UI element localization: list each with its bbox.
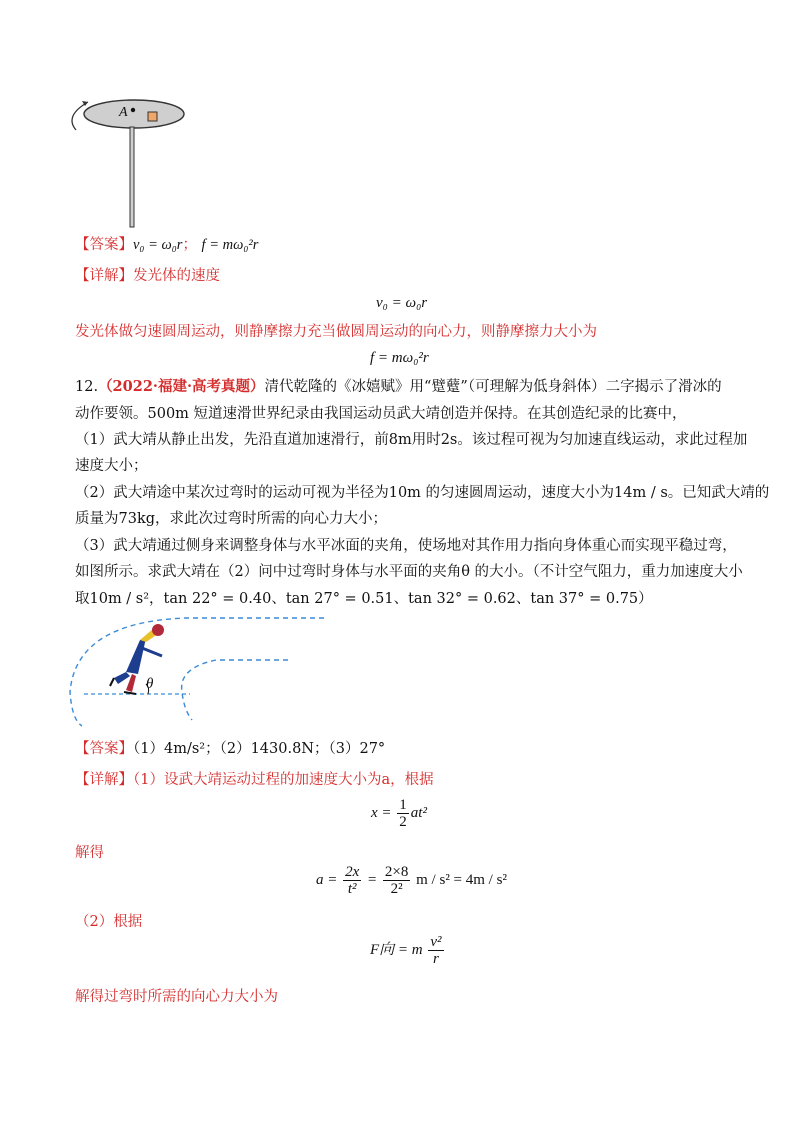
answer-eq2: f = mω₀²r [201, 237, 259, 253]
eq-x: x = $\frac{1}{2}$ at² [371, 797, 427, 830]
inner-track [182, 660, 288, 720]
point-A [131, 108, 135, 112]
q12-part1-b: 速度大小； [75, 458, 148, 474]
q12-source: （2022·福建·高考真题） [98, 378, 265, 395]
q12-answer [75, 739, 385, 759]
q12-part3-a: （3）武大靖通过侧身来调整身体与水平冰面的夹角，使场地对其作用力指向身体重心而实现平稳过弯， [75, 538, 737, 554]
q12-part2-b: 质量为73kg，求此次过弯时所需的向心力大小； [75, 511, 388, 527]
q12-part3-b: 如图所示。求武大靖在（2）问中过弯时身体与水平面的夹角θ 的大小。（不计空气阻力，重力加速度大小 [75, 564, 743, 580]
q12-part3-c: 取10m / s²，tan 22° = 0.40、tan 27° = 0.51、tan 32° = 0.62、tan 37° = 0.75） [75, 591, 653, 607]
rod [130, 127, 134, 227]
q12-detail1: 【详解】（1）设武大靖运动过程的加速度大小为a，根据 [75, 772, 434, 788]
q12-part2-a: （2）武大靖途中某次过弯时的运动可视为半径为10m 的匀速圆周运动，速度大小为14m / s。已知武大靖的 [75, 485, 770, 501]
outer-track [70, 618, 324, 726]
object-block [148, 112, 157, 121]
q12-part1-a: （1）武大靖从静止出发，先沿直道加速滑行，前8m用时2s。该过程可视为匀加速直线运动，求此过程加 [75, 432, 748, 448]
q12-solve: 解得 [75, 845, 104, 861]
label-theta: θ [146, 676, 154, 692]
answer-tag: 【答案】 [75, 741, 133, 757]
answer-tag: 【答案】 [75, 237, 133, 253]
answer-eq1: v₀ = ω₀r [133, 237, 183, 253]
q12-stem-line1: 12.（2022·福建·高考真题）清代乾隆的《冰嬉赋》用“躄躠”（可理解为低身斜体）二字揭示了滑冰的 [75, 378, 722, 395]
skater-figure [66, 612, 336, 730]
q12-last: 解得过弯时所需的向心力大小为 [75, 989, 278, 1005]
eq-a: a = $\frac{2x}{\text{t²}}$ = $\frac{2\times 8}{\text{2²}}$ m / s² = 4m / s² [316, 864, 507, 897]
skater [110, 624, 164, 694]
disc [84, 100, 184, 128]
q11-eq2: f = mω₀²r [370, 350, 429, 366]
q11-answer: 【答案】v₀ = ω₀r； f = mω₀²r [75, 237, 259, 253]
q11-detail: 【详解】发光体的速度 [75, 268, 220, 284]
label-A: A [119, 105, 128, 120]
q12-part2-tag: （2）根据 [75, 914, 143, 930]
q11-eq1: v₀ = ω₀r [376, 295, 428, 311]
q12-number: 12. [75, 379, 99, 395]
rotating-disc-figure [64, 94, 204, 230]
eq-F: F向 = m $\frac{\text{v²}}{r}$ [370, 934, 442, 967]
q11-line2: 发光体做匀速圆周运动，则静摩擦力充当做圆周运动的向心力，则静摩擦力大小为 [75, 324, 597, 340]
answer-text: （1）4m/s²；（2）1430.8N；（3）27° [133, 741, 386, 757]
detail-tag: 【详解】 [75, 268, 133, 284]
detail-tag: 【详解】 [75, 772, 133, 788]
q12-stem-line2: 动作要领。500m 短道速滑世界纪录由我国运动员武大靖创造并保持。在其创造纪录的比赛中， [75, 406, 687, 422]
